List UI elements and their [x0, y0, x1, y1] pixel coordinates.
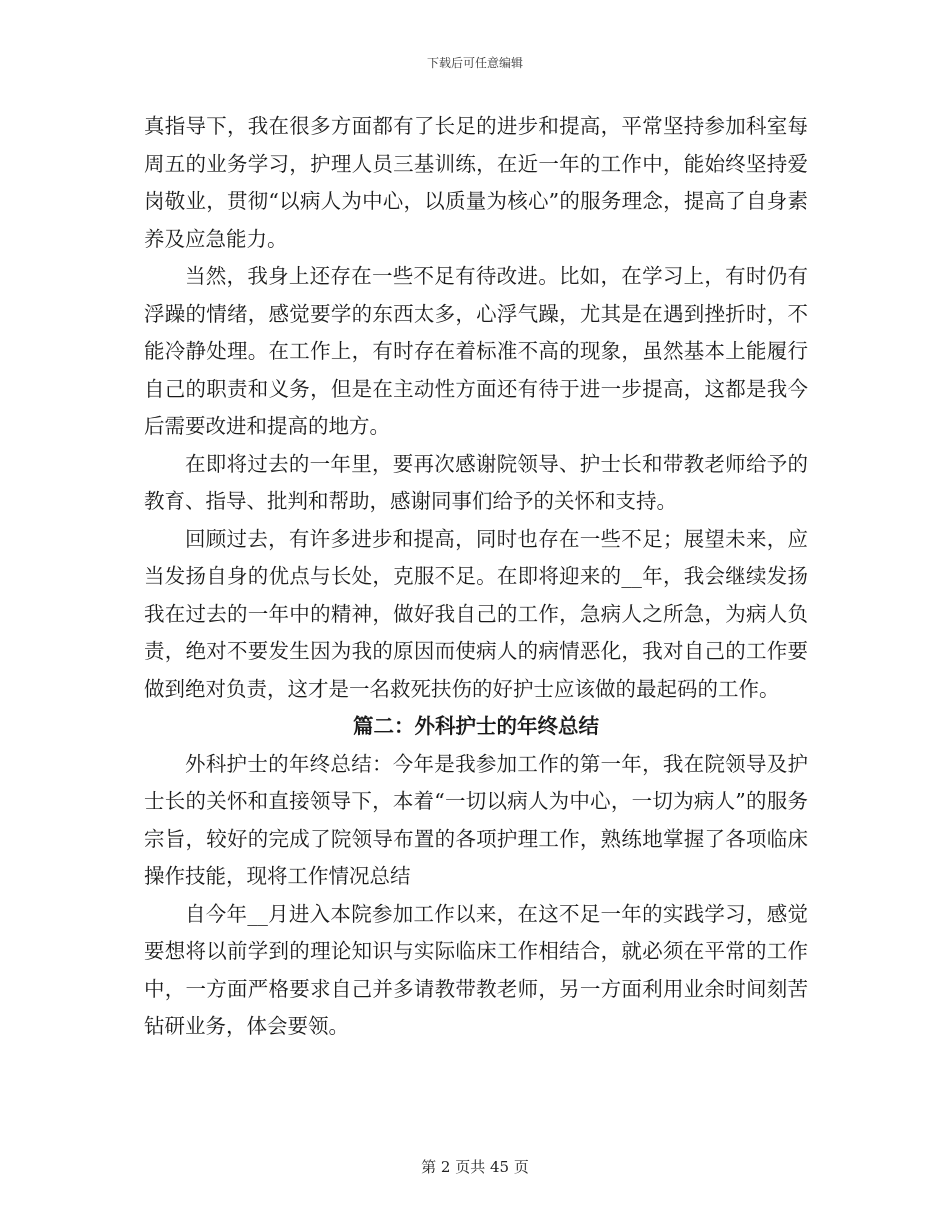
document-body: [144, 108, 808, 1046]
paragraph-6: 自今年__月进入本院参加工作以来，在这不足一年的实践学习，感觉要想将以前学到的理论知识与实际临床工作相结合，就必须在平常的工作中，一方面严格要求自己并多请教带教老师，另一方面利用业余时间刻苦钻研业务，体会要领。: [144, 901, 808, 1038]
paragraph-4: 回顾过去，有许多进步和提高，同时也存在一些不足；展望未来，应当发扬自身的优点与长处，克服不足。在即将迎来的__年，我会继续发扬我在过去的一年中的精神，做好我自己的工作，急病人之所急，为病人负责，绝对不要发生因为我的原因而使病人的病情恶化，我对自己的工作要做到绝对负责，这才是一名救死扶伤的好护士应该做的最起码的工作。: [144, 526, 808, 701]
paragraph-1: 真指导下，我在很多方面都有了长足的进步和提高，平常坚持参加科室每周五的业务学习，护理人员三基训练，在近一年的工作中，能始终坚持爱岗敬业，贯彻“以病人为中心，以质量为核心”的服务理念，提高了自身素养及应急能力。: [144, 114, 808, 251]
page-footer: 第 2 页共 45 页: [421, 1158, 529, 1176]
paragraph-5: 外科护士的年终总结：今年是我参加工作的第一年，我在院领导及护士长的关怀和直接领导下，本着“一切以病人为中心，一切为病人”的服务宗旨，较好的完成了院领导布置的各项护理工作，熟练地掌握了各项临床操作技能，现将工作情况总结: [144, 751, 808, 888]
paragraph-2: 当然，我身上还存在一些不足有待改进。比如，在学习上，有时仍有浮躁的情绪，感觉要学的东西太多，心浮气躁，尤其是在遇到挫折时，不能冷静处理。在工作上，有时存在着标准不高的现象，虽然基本上能履行自己的职责和义务，但是在主动性方面还有待于进一步提高，这都是我今后需要改进和提高的地方。: [144, 264, 808, 438]
paragraph-3: 在即将过去的一年里，要再次感谢院领导、护士长和带教老师给予的教育、指导、批判和帮助，感谢同事们给予的关怀和支持。: [144, 451, 808, 513]
section-heading: 篇二：外科护士的年终总结: [353, 714, 599, 738]
page-header: 下载后可任意编辑: [426, 56, 523, 70]
